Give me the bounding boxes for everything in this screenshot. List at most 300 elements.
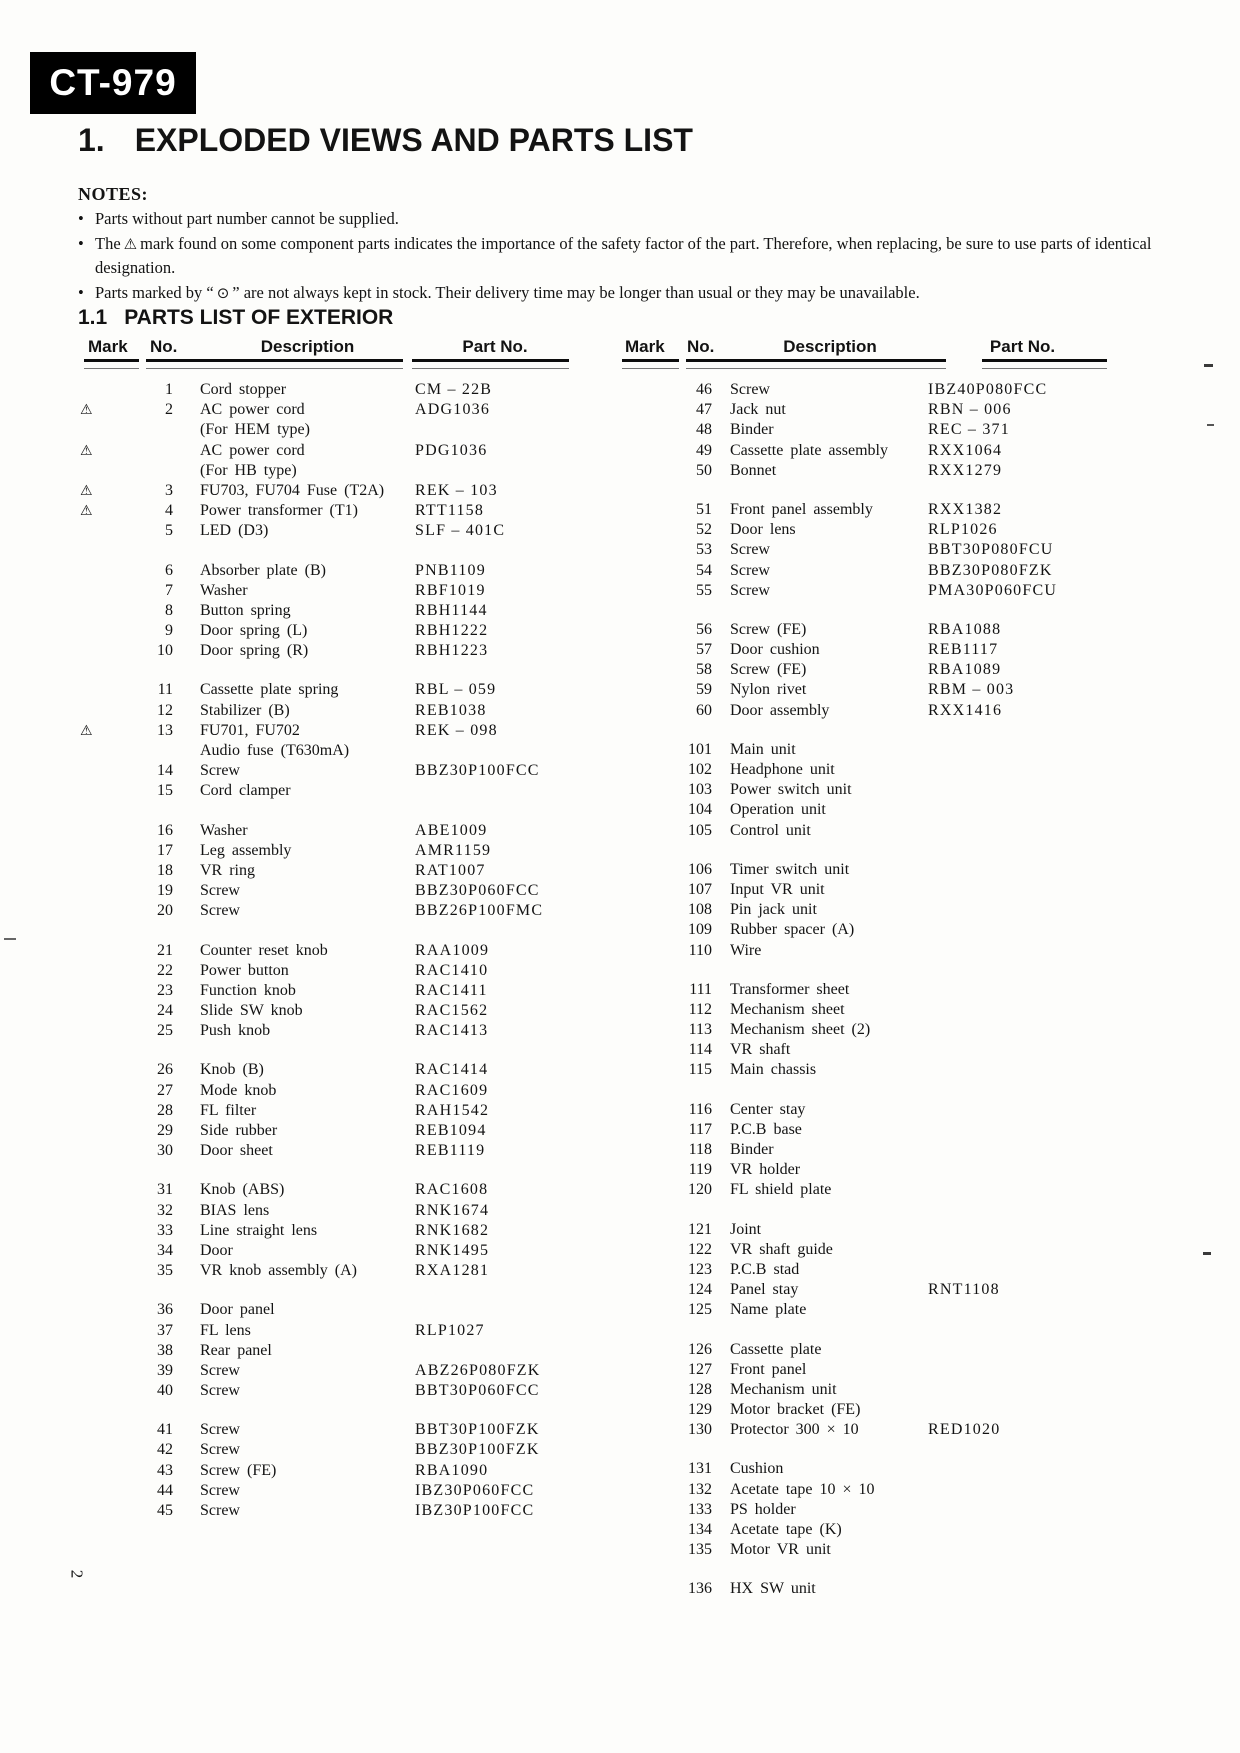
mark-cell bbox=[80, 781, 132, 801]
mark-cell bbox=[80, 821, 132, 841]
mark-cell bbox=[610, 1300, 650, 1320]
part-no-cell bbox=[928, 1040, 1135, 1060]
parts-row bbox=[80, 701, 585, 721]
parts-row bbox=[80, 400, 585, 420]
parts-row bbox=[610, 1360, 1135, 1380]
parts-group bbox=[80, 680, 585, 801]
mark-cell bbox=[610, 1060, 650, 1080]
part-index-cell: 106 bbox=[688, 860, 712, 878]
parts-row bbox=[80, 1261, 585, 1281]
part-no-cell bbox=[928, 1500, 1135, 1520]
mark-cell bbox=[80, 601, 132, 621]
part-index-cell: 12 bbox=[157, 701, 173, 719]
part-index-cell: 108 bbox=[688, 901, 712, 919]
note-item bbox=[78, 207, 1196, 231]
part-index-cell: 113 bbox=[688, 1021, 712, 1039]
part-no-cell bbox=[928, 1579, 1135, 1599]
parts-table-right bbox=[610, 380, 1135, 1619]
parts-group bbox=[80, 380, 585, 542]
description-cell: (For HB type) bbox=[200, 461, 297, 479]
part-no-cell bbox=[928, 1260, 1135, 1280]
description-cell: Screw bbox=[200, 902, 240, 920]
description-cell: FU703, FU704 Fuse (T2A) bbox=[200, 481, 385, 499]
part-index-cell: 41 bbox=[157, 1421, 173, 1439]
mark-cell bbox=[610, 420, 650, 440]
description-cell: Cord stopper bbox=[200, 381, 287, 398]
part-index-cell: 111 bbox=[689, 980, 712, 998]
part-no-cell bbox=[928, 1400, 1135, 1420]
part-index-cell: 24 bbox=[157, 1002, 173, 1020]
description-cell: Control unit bbox=[730, 821, 811, 839]
mark-cell bbox=[610, 860, 650, 880]
parts-row bbox=[80, 1440, 585, 1460]
mark-cell bbox=[80, 941, 132, 961]
part-no-cell bbox=[928, 740, 1135, 760]
mark-cell bbox=[80, 521, 132, 541]
parts-row bbox=[610, 740, 1135, 760]
description-cell: Screw (FE) bbox=[730, 661, 807, 679]
header-rule-main bbox=[686, 359, 946, 369]
part-index-cell: 10 bbox=[157, 642, 173, 660]
header-rule-part bbox=[412, 359, 569, 369]
part-no-cell: IBZ30P100FCC bbox=[415, 1502, 535, 1519]
mark-cell bbox=[610, 920, 650, 940]
note-text: Parts without part number cannot be supplied. bbox=[95, 209, 399, 228]
description-cell: Knob (B) bbox=[200, 1061, 264, 1079]
part-no-cell: CM – 22B bbox=[415, 381, 493, 398]
circled-dot-icon: ⊙ bbox=[216, 284, 230, 302]
parts-row bbox=[80, 1060, 585, 1080]
parts-row bbox=[610, 900, 1135, 920]
part-index-cell: 117 bbox=[688, 1120, 712, 1138]
parts-row bbox=[610, 821, 1135, 841]
subsection-title: PARTS LIST OF EXTERIOR bbox=[124, 306, 394, 329]
part-no-cell: RNT1108 bbox=[928, 1281, 1000, 1299]
parts-row bbox=[610, 1000, 1135, 1020]
parts-row bbox=[610, 1240, 1135, 1260]
description-cell: Main chassis bbox=[730, 1061, 817, 1079]
part-no-cell: RAC1562 bbox=[415, 1002, 489, 1020]
description-cell: Transformer sheet bbox=[730, 980, 850, 998]
part-no-cell: RBH1222 bbox=[415, 622, 489, 640]
parts-row-continuation bbox=[80, 741, 585, 761]
part-no-cell: RAC1609 bbox=[415, 1081, 489, 1099]
part-no-cell bbox=[928, 1340, 1135, 1360]
parts-row bbox=[610, 581, 1135, 601]
part-index-cell: 33 bbox=[157, 1221, 173, 1239]
parts-row bbox=[80, 1081, 585, 1101]
part-no-cell: RBM – 003 bbox=[928, 681, 1015, 699]
parts-row bbox=[610, 780, 1135, 800]
part-index-cell: 127 bbox=[688, 1360, 712, 1378]
description-cell: Slide SW knob bbox=[200, 1002, 303, 1020]
part-index-cell: 42 bbox=[157, 1441, 173, 1459]
mark-cell bbox=[610, 1040, 650, 1060]
mark-cell bbox=[80, 761, 132, 781]
column-header-part-no: Part No. bbox=[462, 337, 528, 356]
part-no-cell bbox=[928, 780, 1135, 800]
part-index-cell: 118 bbox=[688, 1141, 712, 1158]
part-no-cell bbox=[928, 860, 1135, 880]
parts-row bbox=[80, 1501, 585, 1521]
description-cell: Screw bbox=[200, 762, 240, 780]
part-index-cell: 120 bbox=[688, 1181, 712, 1199]
part-no-cell: RAC1414 bbox=[415, 1061, 489, 1079]
parts-group bbox=[610, 1220, 1135, 1321]
parts-row bbox=[80, 1361, 585, 1381]
bullet-icon: • bbox=[78, 209, 84, 228]
description-cell: VR holder bbox=[730, 1161, 801, 1179]
description-cell: Mode knob bbox=[200, 1081, 277, 1099]
part-no-cell: REB1117 bbox=[928, 641, 999, 659]
part-no-cell: REB1038 bbox=[415, 701, 487, 719]
description-cell: Screw bbox=[200, 1441, 240, 1459]
mark-cell bbox=[80, 1300, 132, 1320]
part-index-cell: 30 bbox=[157, 1142, 173, 1160]
parts-row bbox=[610, 1340, 1135, 1360]
description-cell: Push knob bbox=[200, 1022, 271, 1040]
part-no-cell: BBZ30P100FCC bbox=[415, 762, 540, 780]
parts-row bbox=[80, 441, 585, 461]
section-number: 1. bbox=[78, 122, 105, 158]
description-cell: HX SW unit bbox=[730, 1580, 816, 1598]
parts-row bbox=[80, 941, 585, 961]
description-cell: Screw bbox=[200, 882, 240, 900]
parts-row bbox=[80, 641, 585, 661]
part-index-cell: 36 bbox=[157, 1301, 173, 1319]
part-no-cell: PMA30P060FCU bbox=[928, 581, 1058, 599]
parts-row bbox=[610, 1459, 1135, 1479]
description-cell: Screw bbox=[730, 541, 770, 559]
mark-cell bbox=[80, 641, 132, 661]
description-cell: Power transformer (T1) bbox=[200, 502, 358, 520]
description-cell: Timer switch unit bbox=[730, 860, 850, 878]
mark-cell bbox=[610, 380, 650, 400]
description-cell: Screw bbox=[200, 1502, 240, 1519]
part-no-cell: BBZ30P100FZK bbox=[415, 1441, 540, 1459]
parts-row bbox=[80, 1341, 585, 1361]
description-cell: Line straight lens bbox=[200, 1221, 318, 1239]
parts-group bbox=[80, 1300, 585, 1401]
safety-mark-icon: ⚠ bbox=[80, 402, 93, 419]
header-rule-mark bbox=[84, 359, 139, 369]
description-cell: Screw (FE) bbox=[200, 1461, 277, 1479]
part-no-cell bbox=[928, 821, 1135, 841]
part-index-cell: 134 bbox=[688, 1521, 712, 1538]
parts-row bbox=[80, 581, 585, 601]
parts-row bbox=[80, 721, 585, 741]
mark-cell bbox=[610, 941, 650, 961]
description-cell: LED (D3) bbox=[200, 522, 269, 540]
part-no-cell: RXX1416 bbox=[928, 701, 1003, 719]
section-title: EXPLODED VIEWS AND PARTS LIST bbox=[134, 122, 693, 158]
part-no-cell: RAC1411 bbox=[415, 981, 488, 999]
part-no-cell bbox=[928, 880, 1135, 900]
mark-cell bbox=[610, 701, 650, 721]
description-cell: AC power cord bbox=[200, 441, 305, 459]
mark-cell bbox=[80, 380, 132, 400]
description-cell: Button spring bbox=[200, 601, 291, 619]
mark-cell bbox=[610, 1280, 650, 1300]
parts-row bbox=[610, 680, 1135, 700]
note-item bbox=[78, 281, 1196, 305]
parts-row bbox=[80, 561, 585, 581]
column-header-no: No. bbox=[687, 337, 715, 356]
parts-group bbox=[610, 860, 1135, 961]
part-no-cell: PDG1036 bbox=[415, 441, 488, 459]
section-heading bbox=[78, 122, 693, 159]
description-cell: Door bbox=[200, 1241, 233, 1259]
parts-row bbox=[80, 1201, 585, 1221]
part-no-cell: BBZ30P060FCC bbox=[415, 882, 540, 900]
part-index-cell: 123 bbox=[688, 1260, 712, 1278]
mark-cell bbox=[610, 740, 650, 760]
mark-cell bbox=[610, 500, 650, 520]
part-index-cell: 32 bbox=[157, 1201, 173, 1219]
part-index-cell: 136 bbox=[688, 1580, 712, 1598]
description-cell: P.C.B base bbox=[730, 1120, 802, 1138]
parts-row bbox=[80, 1300, 585, 1320]
mark-cell bbox=[80, 1241, 132, 1261]
part-no-cell: RXX1382 bbox=[928, 500, 1003, 518]
warning-triangle-icon: ⚠ bbox=[123, 235, 138, 253]
parts-row bbox=[80, 521, 585, 541]
mark-cell bbox=[80, 861, 132, 881]
description-cell: VR knob assembly (A) bbox=[200, 1262, 357, 1280]
parts-group bbox=[610, 500, 1135, 601]
part-index-cell: 116 bbox=[688, 1100, 712, 1118]
description-cell: VR shaft guide bbox=[730, 1240, 833, 1258]
description-cell: Screw bbox=[730, 581, 770, 599]
mark-cell bbox=[610, 1579, 650, 1599]
parts-row bbox=[610, 420, 1135, 440]
mark-cell bbox=[610, 1020, 650, 1040]
parts-row bbox=[80, 1420, 585, 1440]
description-cell: Door panel bbox=[200, 1301, 275, 1319]
description-cell: Name plate bbox=[730, 1301, 807, 1319]
mark-cell bbox=[610, 1000, 650, 1020]
mark-cell bbox=[80, 461, 132, 481]
description-cell: VR shaft bbox=[730, 1041, 791, 1059]
part-no-cell: REK – 098 bbox=[415, 721, 498, 739]
description-cell: Cushion bbox=[730, 1460, 784, 1478]
part-index-cell: 126 bbox=[688, 1340, 712, 1358]
part-index-cell: 132 bbox=[688, 1480, 712, 1498]
description-cell: Bonnet bbox=[730, 461, 777, 479]
parts-row-continuation bbox=[80, 420, 585, 440]
part-no-cell: RLP1026 bbox=[928, 521, 998, 539]
mark-cell bbox=[80, 621, 132, 641]
mark-cell bbox=[610, 800, 650, 820]
part-no-cell bbox=[415, 420, 585, 440]
part-index-cell: 37 bbox=[157, 1321, 173, 1339]
parts-row bbox=[80, 821, 585, 841]
part-index-cell bbox=[132, 441, 173, 461]
parts-row bbox=[80, 881, 585, 901]
description-cell: Mechanism unit bbox=[730, 1380, 837, 1398]
parts-row bbox=[610, 500, 1135, 520]
description-cell: FL lens bbox=[200, 1321, 251, 1339]
note-text: The ⚠ mark found on some component parts indicates the importance of the safety factor of the part. Therefore, when replacing, be sure to use parts of identical designation. bbox=[95, 234, 1152, 277]
part-no-cell bbox=[928, 1520, 1135, 1540]
mark-cell bbox=[610, 1220, 650, 1240]
mark-cell bbox=[80, 1101, 132, 1121]
part-no-cell: RAC1413 bbox=[415, 1022, 489, 1040]
part-no-cell: RAC1608 bbox=[415, 1181, 489, 1199]
part-index-cell: 1 bbox=[165, 381, 173, 398]
part-index-cell: 130 bbox=[688, 1421, 712, 1439]
description-cell: Washer bbox=[200, 581, 248, 599]
part-no-cell bbox=[928, 1480, 1135, 1500]
description-cell: Front panel bbox=[730, 1360, 807, 1378]
mark-cell bbox=[80, 981, 132, 1001]
parts-group bbox=[80, 821, 585, 922]
part-no-cell: BBZ30P080FZK bbox=[928, 561, 1053, 579]
part-no-cell: REB1119 bbox=[415, 1142, 486, 1160]
mark-cell bbox=[610, 900, 650, 920]
part-no-cell bbox=[928, 1160, 1135, 1180]
part-index-cell: 49 bbox=[696, 441, 712, 459]
parts-row bbox=[610, 1020, 1135, 1040]
safety-mark-icon: ⚠ bbox=[80, 442, 93, 459]
mark-cell bbox=[610, 520, 650, 540]
description-cell: Panel stay bbox=[730, 1281, 799, 1299]
part-no-cell bbox=[928, 1100, 1135, 1120]
parts-row bbox=[80, 380, 585, 400]
part-index-cell: 46 bbox=[696, 381, 712, 398]
part-index-cell: 114 bbox=[688, 1041, 712, 1059]
mark-cell bbox=[80, 1261, 132, 1281]
description-cell: Counter reset knob bbox=[200, 941, 328, 959]
mark-cell bbox=[80, 881, 132, 901]
parts-row bbox=[610, 1260, 1135, 1280]
description-cell: Binder bbox=[730, 1141, 774, 1158]
part-index-cell: 8 bbox=[165, 601, 173, 619]
header-rule-part bbox=[982, 359, 1107, 369]
parts-row bbox=[610, 1140, 1135, 1160]
part-no-cell: RBH1144 bbox=[415, 601, 488, 619]
part-index-cell: 7 bbox=[165, 581, 173, 599]
mark-cell bbox=[610, 1520, 650, 1540]
part-no-cell bbox=[928, 1020, 1135, 1040]
part-no-cell bbox=[928, 1120, 1135, 1140]
part-no-cell: ABE1009 bbox=[415, 821, 488, 839]
parts-row bbox=[80, 861, 585, 881]
scan-artifact-dash bbox=[4, 938, 16, 940]
part-no-cell bbox=[415, 741, 585, 761]
description-cell: Cord clamper bbox=[200, 782, 291, 800]
part-index-cell: 3 bbox=[165, 481, 173, 499]
description-cell: Side rubber bbox=[200, 1122, 278, 1139]
parts-group bbox=[610, 1100, 1135, 1201]
part-no-cell: RLP1027 bbox=[415, 1321, 485, 1339]
mark-cell bbox=[80, 1381, 132, 1401]
part-index-cell: 121 bbox=[688, 1220, 712, 1238]
mark-cell bbox=[610, 620, 650, 640]
notes-heading: NOTES: bbox=[78, 184, 149, 204]
mark-cell bbox=[80, 680, 132, 700]
mark-cell bbox=[80, 961, 132, 981]
parts-row bbox=[80, 621, 585, 641]
part-no-cell: AMR1159 bbox=[415, 841, 492, 859]
part-index-cell: 102 bbox=[688, 761, 712, 778]
mark-cell bbox=[610, 1140, 650, 1160]
part-index-cell: 43 bbox=[157, 1461, 173, 1479]
part-no-cell bbox=[928, 1300, 1135, 1320]
column-header-mark: Mark bbox=[625, 337, 665, 356]
description-cell: FL shield plate bbox=[730, 1181, 832, 1199]
parts-row bbox=[610, 1500, 1135, 1520]
parts-table-left bbox=[80, 380, 585, 1540]
part-no-cell: RBA1090 bbox=[415, 1461, 489, 1479]
description-cell: AC power cord bbox=[200, 401, 305, 419]
mark-cell bbox=[610, 780, 650, 800]
mark-cell bbox=[610, 1400, 650, 1420]
parts-row bbox=[610, 980, 1135, 1000]
parts-row bbox=[610, 520, 1135, 540]
description-cell: Acetate tape (K) bbox=[730, 1521, 842, 1538]
parts-row bbox=[610, 1040, 1135, 1060]
part-index-cell: 6 bbox=[165, 561, 173, 579]
mark-cell bbox=[610, 1420, 650, 1440]
part-no-cell: RXA1281 bbox=[415, 1262, 490, 1280]
parts-group bbox=[610, 980, 1135, 1081]
description-cell: Screw bbox=[200, 1382, 240, 1400]
mark-cell bbox=[80, 561, 132, 581]
parts-group bbox=[610, 1340, 1135, 1441]
part-no-cell bbox=[928, 800, 1135, 820]
part-index-cell: 11 bbox=[157, 681, 173, 699]
safety-mark-icon: ⚠ bbox=[80, 722, 93, 739]
parts-row bbox=[80, 1180, 585, 1200]
part-index-cell: 55 bbox=[696, 581, 712, 599]
parts-row bbox=[610, 1380, 1135, 1400]
note-item bbox=[78, 232, 1196, 280]
parts-row bbox=[80, 961, 585, 981]
column-header-part-no: Part No. bbox=[989, 337, 1056, 356]
description-cell: Front panel assembly bbox=[730, 500, 873, 518]
part-index-cell: 45 bbox=[157, 1502, 173, 1519]
mark-cell bbox=[610, 441, 650, 461]
part-no-cell: RNK1495 bbox=[415, 1241, 490, 1259]
part-index-cell: 115 bbox=[688, 1061, 712, 1079]
mark-cell bbox=[610, 1500, 650, 1520]
parts-row bbox=[80, 761, 585, 781]
description-cell: Knob (ABS) bbox=[200, 1181, 285, 1199]
part-index-cell: 50 bbox=[696, 461, 712, 479]
part-index-cell: 125 bbox=[688, 1301, 712, 1319]
description-cell: Door lens bbox=[730, 521, 796, 539]
parts-row bbox=[80, 1221, 585, 1241]
parts-group bbox=[80, 1060, 585, 1161]
description-cell: Joint bbox=[730, 1220, 762, 1238]
description-cell: Screw bbox=[200, 1481, 240, 1499]
description-cell: BIAS lens bbox=[200, 1201, 270, 1219]
parts-group bbox=[610, 740, 1135, 841]
parts-row bbox=[610, 1180, 1135, 1200]
mark-cell bbox=[80, 841, 132, 861]
parts-row bbox=[80, 1141, 585, 1161]
part-no-cell bbox=[928, 920, 1135, 940]
part-index-cell: 103 bbox=[688, 781, 712, 799]
mark-cell bbox=[610, 1240, 650, 1260]
description-cell: Mechanism sheet (2) bbox=[730, 1021, 871, 1039]
parts-row bbox=[610, 1420, 1135, 1440]
description-cell: Cassette plate spring bbox=[200, 681, 339, 699]
parts-row bbox=[80, 841, 585, 861]
part-index-cell: 15 bbox=[157, 782, 173, 800]
description-cell: VR ring bbox=[200, 861, 255, 879]
